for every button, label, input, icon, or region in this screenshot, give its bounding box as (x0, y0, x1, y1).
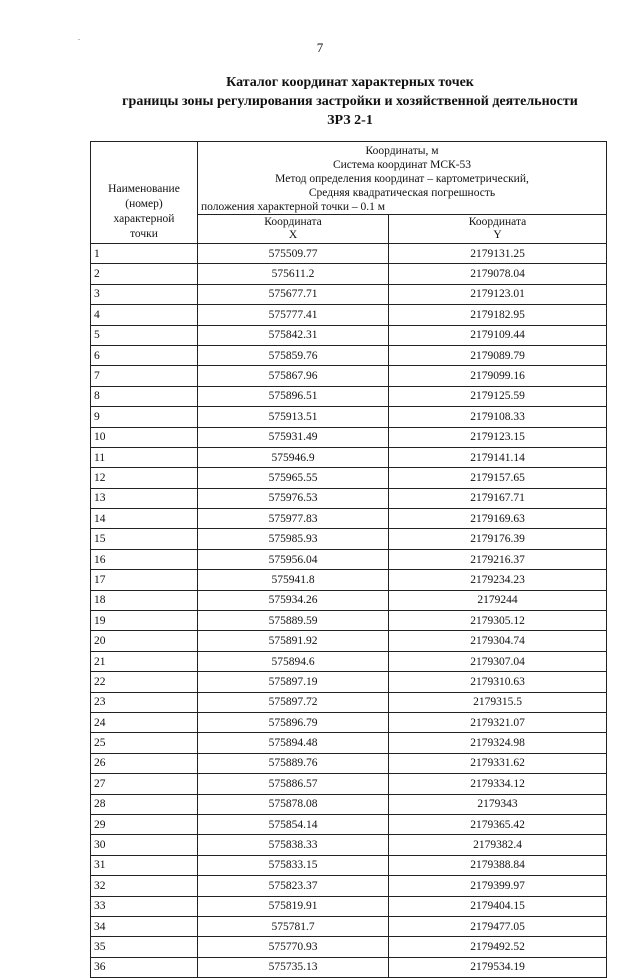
coordinate-y-cell: 2179343 (389, 794, 607, 814)
coordinate-y-cell: 2179305.12 (389, 611, 607, 631)
coordinate-x-cell: 575977.83 (198, 509, 389, 529)
coordinate-x-cell: 575913.51 (198, 407, 389, 427)
point-number-cell: 17 (91, 570, 198, 590)
table-row (91, 814, 607, 834)
coordinate-x-cell: 575842.31 (198, 325, 389, 345)
coordinate-y-cell: 2179304.74 (389, 631, 607, 651)
table-row (91, 692, 607, 712)
table-row (91, 447, 607, 467)
coordinate-x-cell: 575859.76 (198, 345, 389, 365)
coordinate-x-cell: 575941.8 (198, 570, 389, 590)
coordinate-y-cell: 2179157.65 (389, 468, 607, 488)
table-row (91, 305, 607, 325)
point-number-cell: 35 (91, 937, 198, 957)
point-number-cell: 21 (91, 651, 198, 671)
point-number-cell: 34 (91, 916, 198, 936)
header-text: X (288, 229, 298, 241)
table-row (91, 366, 607, 386)
coordinate-x-cell: 575886.57 (198, 774, 389, 794)
coordinate-x-cell: 575867.96 (198, 366, 389, 386)
coordinate-y-cell: 2179234.23 (389, 570, 607, 590)
coordinates-rows (91, 244, 607, 978)
coordinate-y-cell: 2179382.4 (389, 835, 607, 855)
table-row (91, 651, 607, 671)
coordinate-y-cell: 2179078.04 (389, 264, 607, 284)
coordinate-y-cell: 2179310.63 (389, 672, 607, 692)
coordinate-x-cell: 575854.14 (198, 814, 389, 834)
header-text: Y (493, 229, 502, 241)
point-number-cell: 22 (91, 672, 198, 692)
coordinate-y-cell: 2179331.62 (389, 753, 607, 773)
table-row (91, 427, 607, 447)
coordinate-y-cell: 2179182.95 (389, 305, 607, 325)
point-number-cell: 24 (91, 712, 198, 732)
coordinate-x-cell: 575896.79 (198, 712, 389, 732)
coordinate-x-cell: 575931.49 (198, 427, 389, 447)
coordinate-y-cell: 2179388.84 (389, 855, 607, 875)
coordinate-x-cell: 575677.71 (198, 284, 389, 304)
coordinate-y-cell: 2179244 (389, 590, 607, 610)
point-number-cell: 6 (91, 345, 198, 365)
header-text: Метод определения координат – картометрический, (275, 173, 529, 185)
coordinate-x-cell: 575878.08 (198, 794, 389, 814)
coordinate-x-cell: 575611.2 (198, 264, 389, 284)
header-text: Средняя квадратическая погрешность (308, 187, 496, 199)
coordinate-x-cell: 575889.59 (198, 611, 389, 631)
table-row (91, 631, 607, 651)
coordinate-y-cell: 2179216.37 (389, 549, 607, 569)
coordinate-system-header (198, 142, 607, 215)
table-row (91, 264, 607, 284)
coordinate-y-cell: 2179125.59 (389, 386, 607, 406)
point-number-cell: 8 (91, 386, 198, 406)
point-number-cell: 14 (91, 509, 198, 529)
table-row (91, 345, 607, 365)
table-row (91, 672, 607, 692)
coordinate-x-cell: 575976.53 (198, 488, 389, 508)
table-row (91, 855, 607, 875)
header-text: Система координат МСК-53 (332, 159, 472, 171)
coordinate-x-cell: 575985.93 (198, 529, 389, 549)
coordinate-y-cell: 2179109.44 (389, 325, 607, 345)
coordinate-x-cell: 575965.55 (198, 468, 389, 488)
point-number-cell: 16 (91, 549, 198, 569)
point-number-cell: 13 (91, 488, 198, 508)
header-text: положения характерной точки – 0.1 м (201, 201, 386, 213)
coordinate-x-cell: 575819.91 (198, 896, 389, 916)
point-name-header (91, 142, 198, 244)
coordinate-x-cell: 575891.92 (198, 631, 389, 651)
point-number-cell: 32 (91, 876, 198, 896)
table-row (91, 835, 607, 855)
point-number-cell: 15 (91, 529, 198, 549)
table-row (91, 386, 607, 406)
table-row (91, 407, 607, 427)
coordinate-y-cell: 2179089.79 (389, 345, 607, 365)
coordinate-y-cell: 2179534.19 (389, 957, 607, 977)
coordinate-y-cell: 2179404.15 (389, 896, 607, 916)
point-number-cell: 20 (91, 631, 198, 651)
table-row (91, 590, 607, 610)
coordinate-y-cell: 2179167.71 (389, 488, 607, 508)
coordinate-y-cell: 2179492.52 (389, 937, 607, 957)
header-text: Наименование (108, 183, 180, 195)
coordinate-x-cell: 575897.72 (198, 692, 389, 712)
table-row (91, 529, 607, 549)
table-row (91, 284, 607, 304)
point-number-cell: 27 (91, 774, 198, 794)
table-row (91, 957, 607, 977)
coordinate-x-cell: 575770.93 (198, 937, 389, 957)
coordinates-table (90, 141, 607, 978)
title-line-1: Каталог координат характерных точек (226, 75, 474, 90)
coordinate-x-cell: 575509.77 (198, 244, 389, 264)
coordinate-x-cell: 575956.04 (198, 549, 389, 569)
coordinate-x-cell: 575894.48 (198, 733, 389, 753)
coordinate-y-cell: 2179477.05 (389, 916, 607, 936)
table-row (91, 794, 607, 814)
point-number-cell: 4 (91, 305, 198, 325)
coordinate-x-cell: 575889.76 (198, 753, 389, 773)
point-number-cell: 10 (91, 427, 198, 447)
coordinate-x-cell: 575896.51 (198, 386, 389, 406)
coordinate-x-cell: 575934.26 (198, 590, 389, 610)
point-number-cell: 7 (91, 366, 198, 386)
point-number-cell: 26 (91, 753, 198, 773)
point-number-cell: 18 (91, 590, 198, 610)
header-text: (номер) (125, 198, 163, 210)
coordinate-y-cell: 2179123.15 (389, 427, 607, 447)
table-row (91, 468, 607, 488)
header-text: Координата (264, 216, 322, 228)
table-row (91, 753, 607, 773)
point-number-cell: 33 (91, 896, 198, 916)
point-number-cell: 2 (91, 264, 198, 284)
point-number-cell: 29 (91, 814, 198, 834)
point-number-cell: 28 (91, 794, 198, 814)
table-row (91, 570, 607, 590)
point-number-cell: 31 (91, 855, 198, 875)
coordinate-x-cell: 575823.37 (198, 876, 389, 896)
title-line-2: границы зоны регулирования застройки и хозяйственной деятельности (122, 94, 578, 109)
point-number-cell: 36 (91, 957, 198, 977)
point-number-cell: 25 (91, 733, 198, 753)
coordinate-x-cell: 575833.15 (198, 855, 389, 875)
coordinate-x-cell: 575777.41 (198, 305, 389, 325)
header-text: характерной (113, 213, 175, 225)
coordinate-y-cell: 2179334.12 (389, 774, 607, 794)
coordinate-y-cell: 2179307.04 (389, 651, 607, 671)
coordinate-y-cell: 2179176.39 (389, 529, 607, 549)
point-number-cell: 3 (91, 284, 198, 304)
table-row (91, 549, 607, 569)
coordinate-x-cell: 575894.6 (198, 651, 389, 671)
point-number-cell: 1 (91, 244, 198, 264)
coordinate-x-cell: 575781.7 (198, 916, 389, 936)
coordinate-y-cell: 2179169.63 (389, 509, 607, 529)
table-row (91, 937, 607, 957)
coordinate-x-cell: 575735.13 (198, 957, 389, 977)
table-row (91, 325, 607, 345)
table-row (91, 712, 607, 732)
table-row (91, 774, 607, 794)
coordinate-y-header (389, 215, 607, 244)
coordinate-y-cell: 2179131.25 (389, 244, 607, 264)
table-row (91, 733, 607, 753)
page-number: 7 (316, 40, 324, 55)
table-row (91, 244, 607, 264)
header-text: Координаты, м (365, 145, 439, 157)
coordinate-x-cell: 575838.33 (198, 835, 389, 855)
point-number-cell: 11 (91, 447, 198, 467)
table-row (91, 916, 607, 936)
coordinate-y-cell: 2179365.42 (389, 814, 607, 834)
table-row (91, 509, 607, 529)
coordinate-y-cell: 2179141.14 (389, 447, 607, 467)
header-text: Координата (468, 216, 527, 228)
coordinate-y-cell: 2179321.07 (389, 712, 607, 732)
coordinate-x-header (198, 215, 389, 244)
point-number-cell: 5 (91, 325, 198, 345)
coordinate-x-cell: 575946.9 (198, 447, 389, 467)
coordinate-y-cell: 2179315.5 (389, 692, 607, 712)
coordinate-y-cell: 2179324.98 (389, 733, 607, 753)
point-number-cell: 12 (91, 468, 198, 488)
coordinate-y-cell: 2179123.01 (389, 284, 607, 304)
table-row (91, 488, 607, 508)
document-title (60, 73, 640, 130)
point-number-cell: 9 (91, 407, 198, 427)
point-number-cell: 30 (91, 835, 198, 855)
table-row (91, 876, 607, 896)
coordinate-x-cell: 575897.19 (198, 672, 389, 692)
scan-mark: . (78, 33, 80, 42)
point-number-cell: 19 (91, 611, 198, 631)
coordinate-y-cell: 2179399.97 (389, 876, 607, 896)
table-row (91, 896, 607, 916)
point-number-cell: 23 (91, 692, 198, 712)
coordinate-y-cell: 2179108.33 (389, 407, 607, 427)
title-line-3: ЗРЗ 2-1 (327, 113, 373, 128)
table-row (91, 611, 607, 631)
coordinate-y-cell: 2179099.16 (389, 366, 607, 386)
header-text: точки (130, 228, 158, 240)
